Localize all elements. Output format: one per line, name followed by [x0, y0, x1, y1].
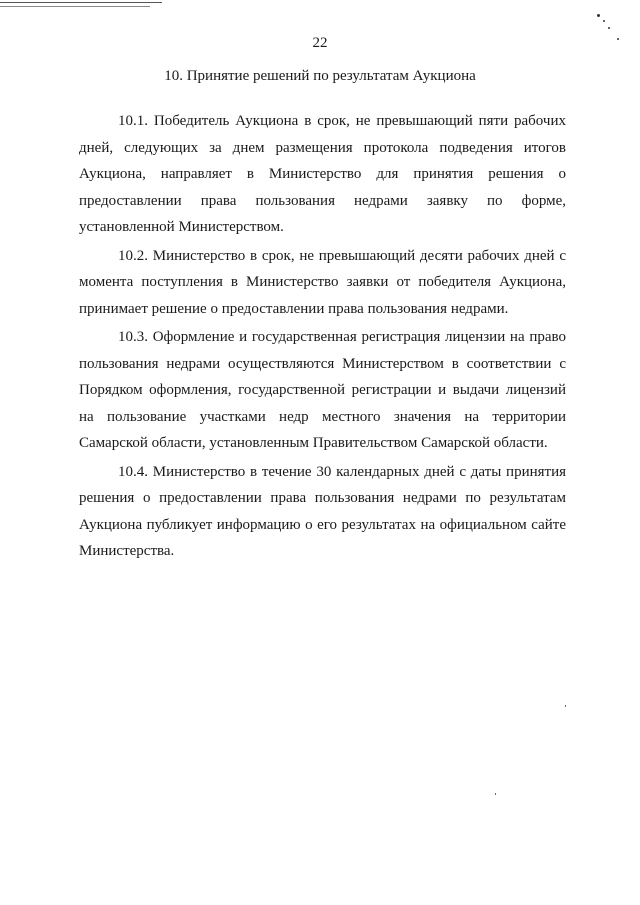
scan-speck	[495, 793, 496, 795]
scan-speck	[597, 14, 600, 17]
paragraph-10-4: 10.4. Министерство в течение 30 календарных дней с даты принятия решения о предоставлении права пользования недрами по результатам Аукциона публикует информацию о его результатах на официальном сайте Министерства.	[79, 463, 566, 559]
section-body	[79, 108, 566, 567]
scan-speck	[565, 705, 566, 707]
scan-speck	[608, 27, 610, 29]
section-heading: 10. Принятие решений по результатам Аукциона	[164, 68, 476, 84]
page-number: 22	[312, 35, 328, 51]
paragraph-10-1: 10.1. Победитель Аукциона в срок, не превышающий пяти рабочих дней, следующих за днем размещения протокола подведения итогов Аукциона, направляет в Министерство для принятия решения о предоставлении права пользования недрами заявку по форме, установленной Министерством.	[79, 113, 566, 235]
paragraph-10-2: 10.2. Министерство в срок, не превышающий десяти рабочих дней с момента поступления в Министерство заявки от победителя Аукциона, принимает решение о предоставлении права пользования недрами.	[79, 247, 566, 317]
paragraph-10-3: 10.3. Оформление и государственная регистрация лицензии на право пользования недрами осуществляются Министерством в соответствии с Порядком оформления, государственной регистрации и выдачи лицензий на пользование участками недр местного значения на территории Самарской области, установленным Правительством Самарской области.	[79, 329, 566, 451]
scan-edge-line	[0, 2, 162, 3]
scan-edge-line	[0, 6, 150, 7]
scan-speck	[603, 20, 605, 22]
